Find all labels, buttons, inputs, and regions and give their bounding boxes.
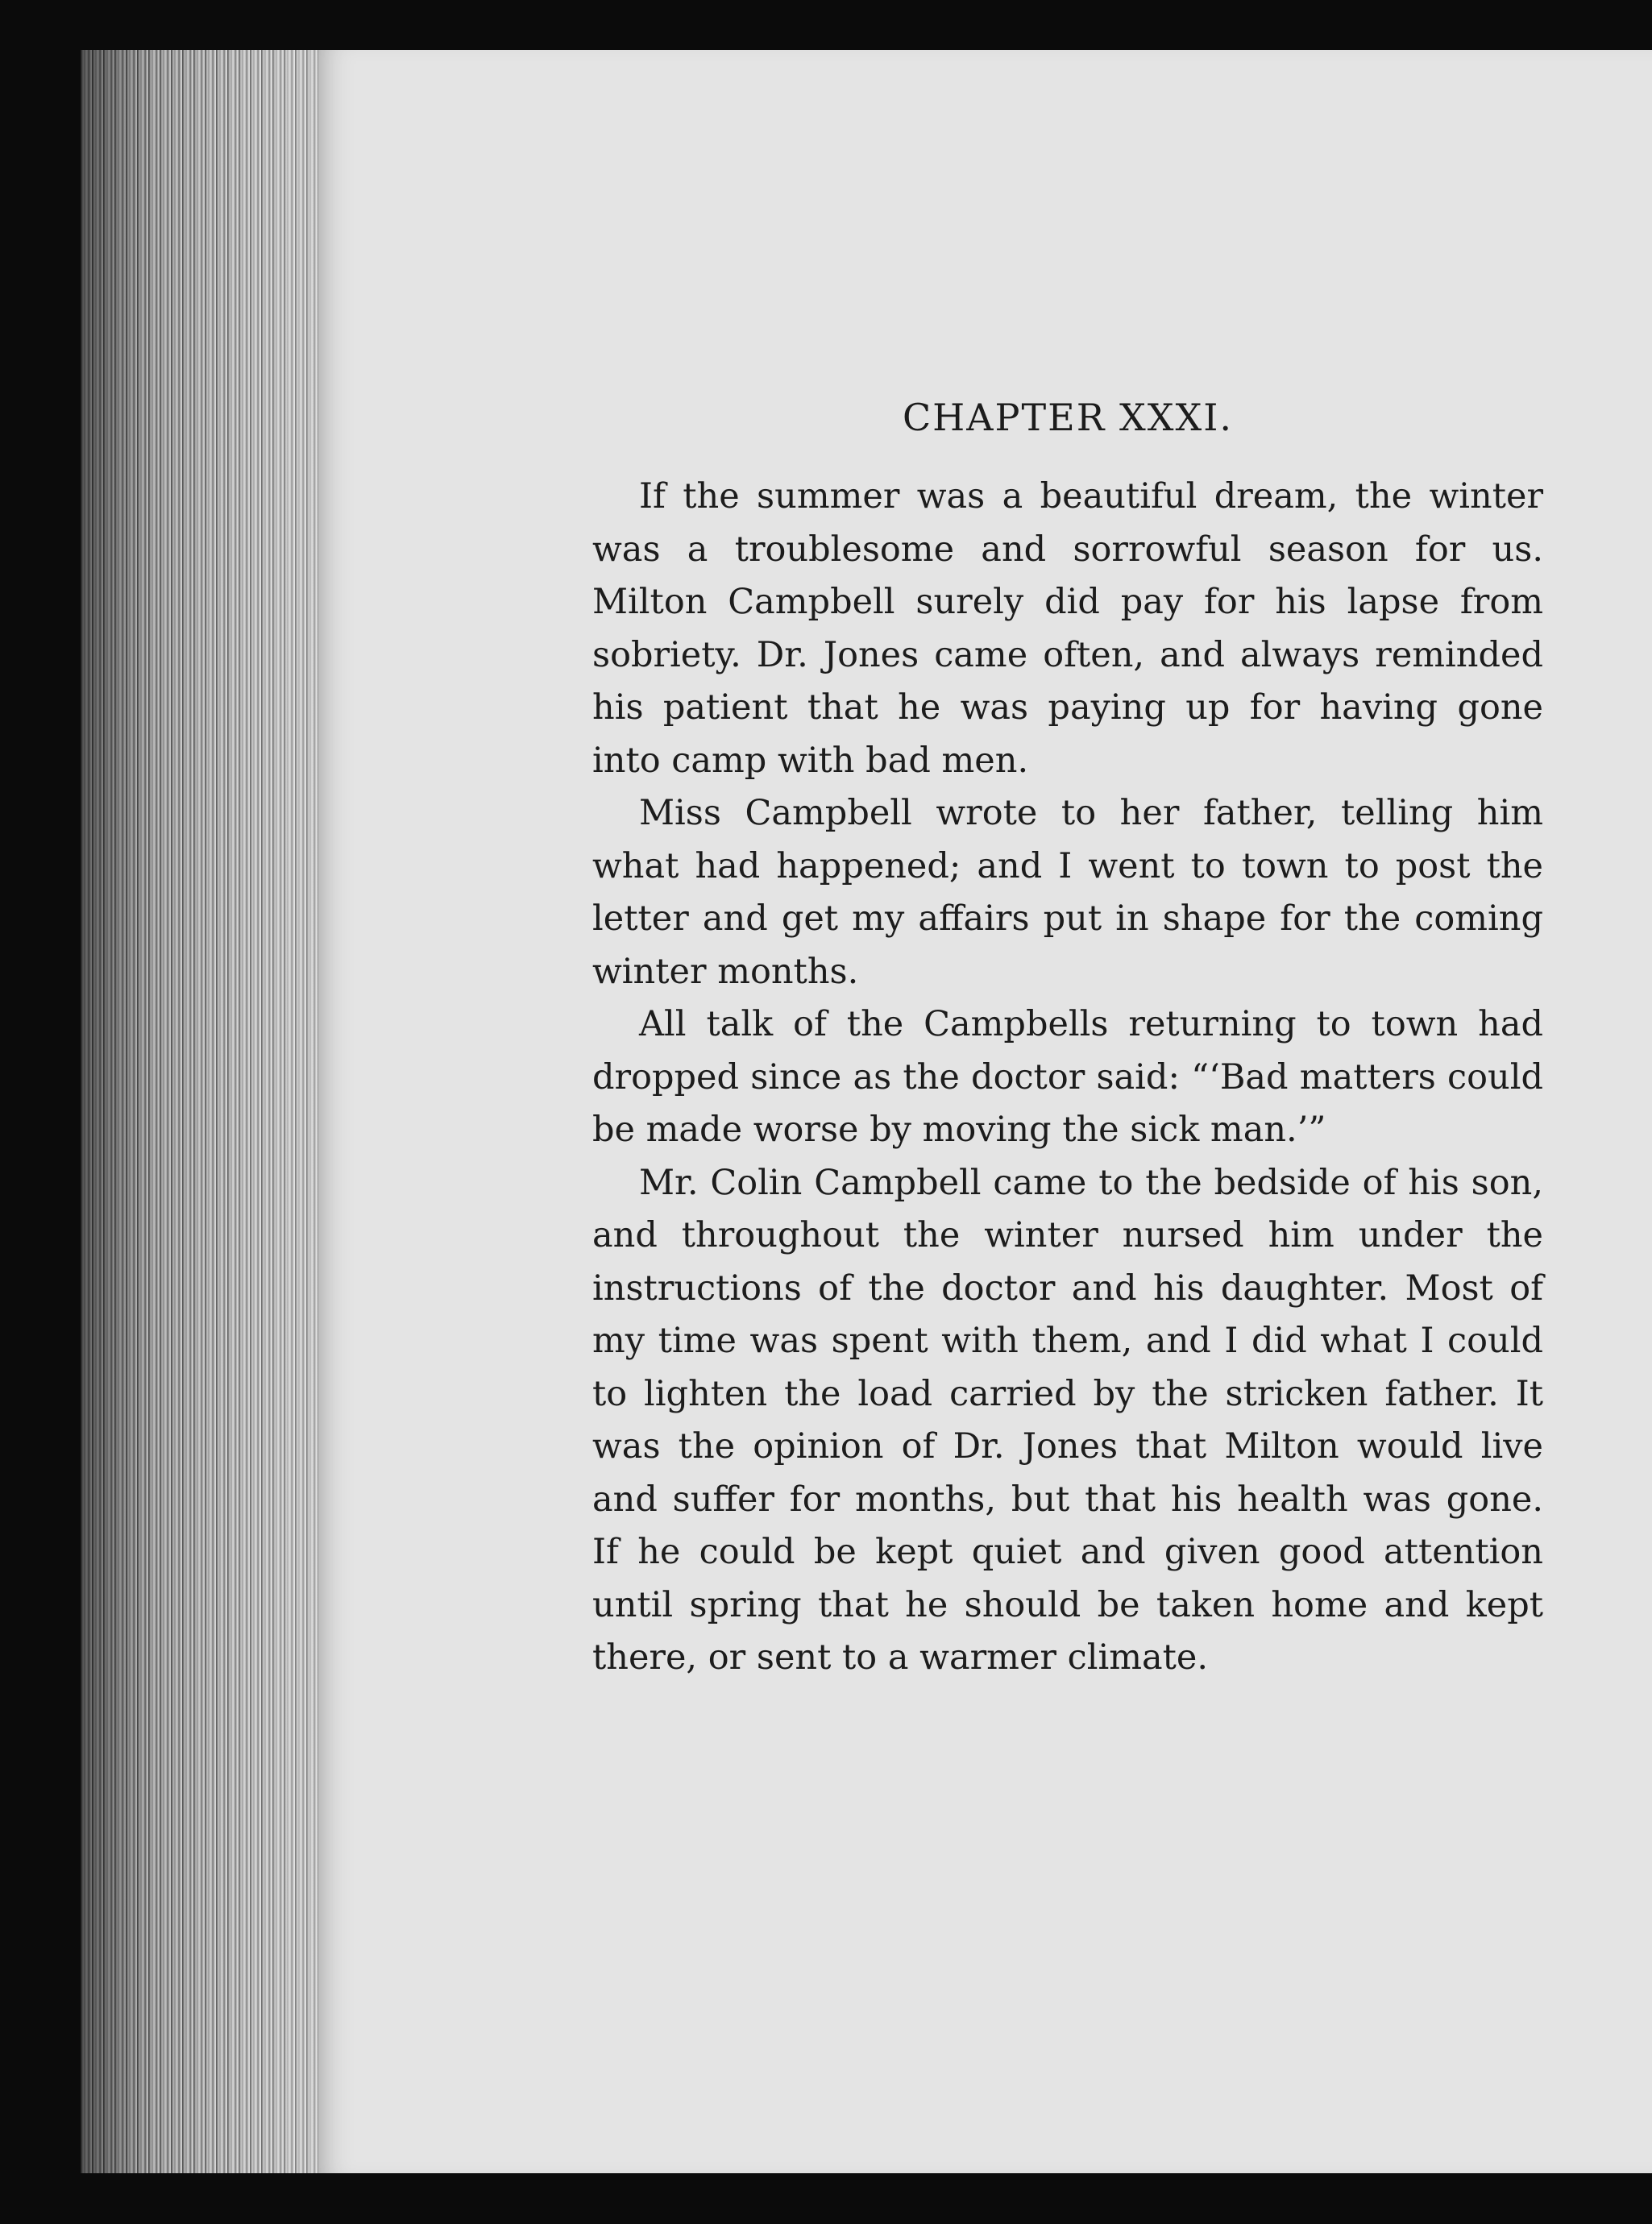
chapter-title: CHAPTER XXXI.: [902, 396, 1234, 439]
paragraph-1: If the summer was a beautiful dream, the winter was a troublesome and sorrowful season for us. Milton Campbell surely did pay for his lapse from sobriety. Dr. Jones came often, and always reminded his patient that he was paying up for having gone into camp with bad men.: [592, 476, 1543, 781]
book-page-edges: [81, 50, 322, 2173]
book-page: [318, 50, 1652, 2173]
page-text-block: [592, 388, 1543, 1685]
paragraph-4: Mr. Colin Campbell came to the bedside of his son, and throughout the winter nursed him under the instructions of the doctor and his daughter. Most of my time was spent with them, and I did what I could to lighten the load carried by the stricken father. It was the opinion of Dr. Jones that Milton would live and suffer for months, but that his health was gone. If he could be kept quiet and given good attention until spring that he should be taken home and kept there, or sent to a warmer climate.: [592, 1162, 1543, 1678]
paragraph-3: All talk of the Campbells returning to town had dropped since as the doctor said: “‘Bad matters could be made worse by moving the sick man.’”: [592, 1004, 1543, 1150]
paragraph-2: Miss Campbell wrote to her father, telling him what had happened; and I went to town to post the letter and get my affairs put in shape for the coming winter months.: [592, 793, 1543, 992]
